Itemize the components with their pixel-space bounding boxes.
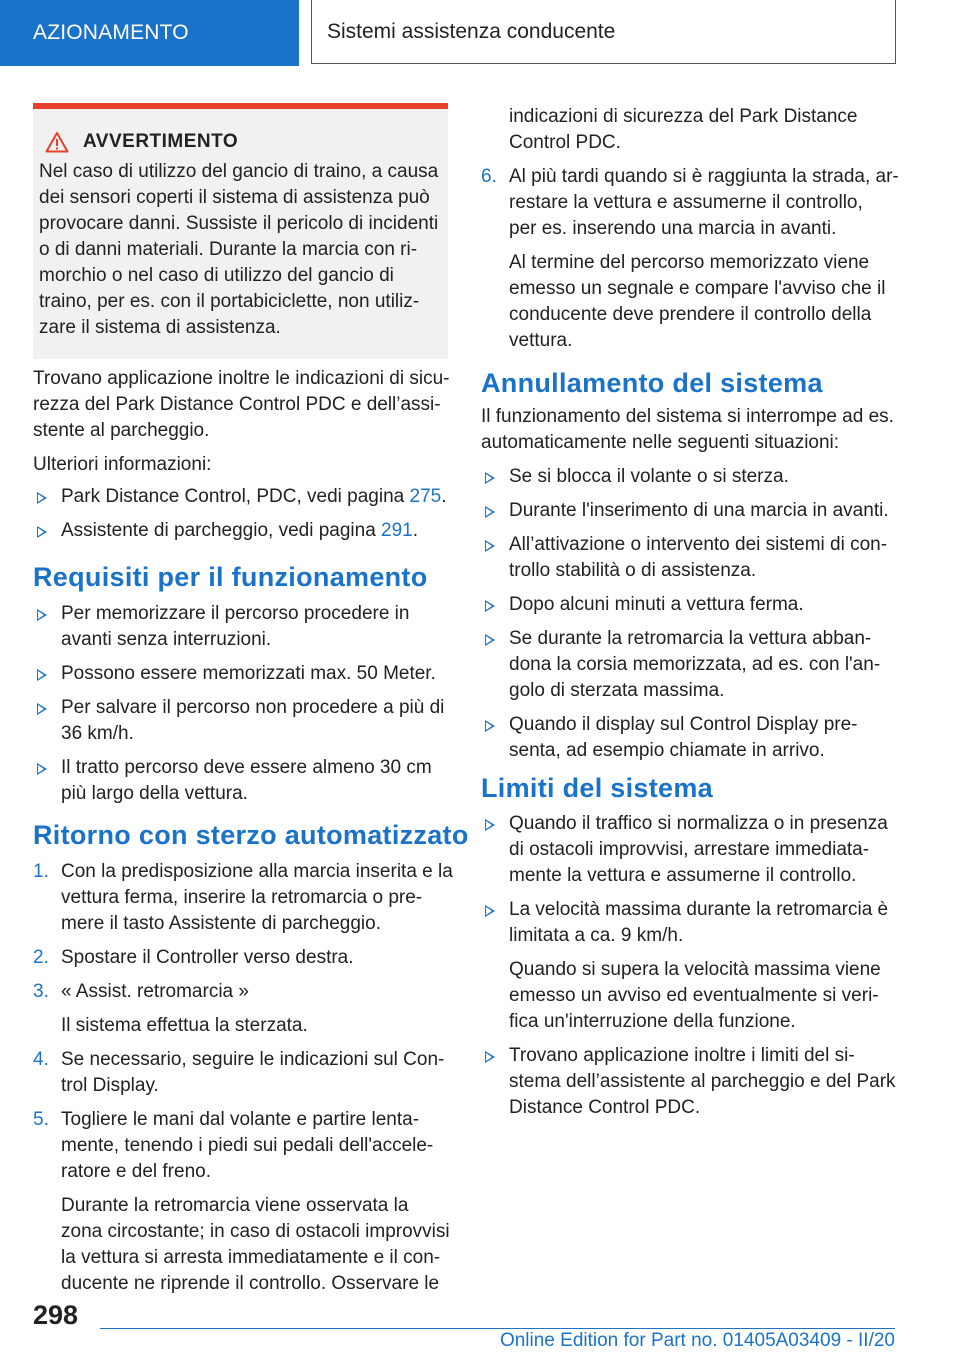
warning-triangle-icon	[45, 131, 69, 153]
text-line: Al più tardi quando si è raggiunta la strada, ar‐	[509, 166, 899, 187]
list-item	[33, 661, 453, 687]
text-line: fica un'interruzione della funzione.	[509, 1011, 796, 1032]
text-line: Se si blocca il volante o si sterza.	[509, 466, 789, 487]
step-number: 5.	[33, 1109, 49, 1130]
step-item	[33, 1107, 453, 1185]
list-item	[481, 464, 901, 490]
bullet-triangle-icon	[37, 703, 47, 715]
heading-ritorno: Ritorno con sterzo automatizzato	[33, 820, 469, 850]
section-tab	[0, 0, 299, 66]
text-line: zare il sistema di assistenza.	[39, 317, 281, 338]
text-line: Possono essere memorizzati max. 50 Meter.	[61, 663, 436, 684]
text-line: emesso un avviso ed eventualmente si veri‐	[509, 985, 879, 1006]
text-line: Quando il traffico si normalizza o in presenza	[509, 813, 888, 834]
step-number: 1.	[33, 861, 49, 882]
text-line: morchio o nel caso di utilizzo del gancio di	[39, 265, 394, 286]
warning-title: AVVERTIMENTO	[83, 131, 239, 152]
list-item	[33, 601, 453, 653]
more-info-label: Ulteriori informazioni:	[33, 454, 212, 475]
text-line: avanti senza interruzioni.	[61, 629, 272, 650]
text-line: Dopo alcuni minuti a vettura ferma.	[509, 594, 804, 615]
list-item	[481, 1043, 901, 1121]
bullet-triangle-icon	[37, 492, 47, 504]
text-line: mente, tenendo i piedi sui pedali dell'accele‐	[61, 1135, 434, 1156]
list-item	[33, 695, 453, 747]
bullet-triangle-icon	[37, 609, 47, 621]
text-line: Se necessario, seguire le indicazioni sul Con‐	[61, 1049, 445, 1070]
text-line: golo di sterzata massima.	[509, 680, 725, 701]
text-line: Quando si supera la velocità massima viene	[509, 959, 881, 980]
text-line: la vettura si arresta immediatamente e il con‐	[61, 1247, 441, 1268]
text-line: dona la corsia memorizzata, ad es. con l'an‐	[509, 654, 881, 675]
reference-list	[33, 484, 453, 544]
text-line: Trovano applicazione inoltre i limiti del si‐	[509, 1045, 855, 1066]
footer-edition: Online Edition for Part no. 01405A03409 - II/20	[499, 1330, 895, 1351]
text-line: Trovano applicazione inoltre le indicazioni di sicu‐	[33, 368, 450, 389]
reference-text: Assistente di parcheggio, vedi pagina	[61, 520, 382, 541]
text-line: « Assist. retromarcia »	[61, 981, 249, 1002]
page-link[interactable]: 291	[381, 520, 413, 541]
text-line: conducente deve prendere il controllo della	[509, 304, 872, 325]
bullet-triangle-icon	[485, 600, 495, 612]
text-line: 36 km/h.	[61, 723, 134, 744]
text-line: Nel caso di utilizzo del gancio di traino, a causa	[39, 161, 439, 182]
text-line: Con la predisposizione alla marcia inserita e la	[61, 861, 453, 882]
footer-rule	[100, 1328, 895, 1329]
text-line: Il sistema effettua la sterzata.	[61, 1015, 308, 1036]
list-item	[33, 755, 453, 807]
limiti-list	[481, 811, 901, 1129]
reference-tail: .	[412, 520, 419, 541]
text-line: più largo della vettura.	[61, 783, 248, 804]
bullet-triangle-icon	[485, 905, 495, 917]
step-item	[33, 859, 453, 937]
text-line: per es. inserendo una marcia in avanti.	[509, 218, 837, 239]
heading-annullamento: Annullamento del sistema	[481, 368, 823, 398]
list-item	[481, 811, 901, 889]
text-line: Al termine del percorso memorizzato viene	[509, 252, 870, 273]
text-line: Durante la retromarcia viene osservata la	[61, 1195, 409, 1216]
annullamento-intro	[481, 404, 901, 456]
warning-heading	[45, 131, 442, 153]
bullet-triangle-icon	[37, 526, 47, 538]
list-item	[481, 592, 901, 618]
step-item	[481, 164, 901, 242]
text-line: Se durante la retromarcia la vettura abban‐	[509, 628, 872, 649]
bullet-triangle-icon	[485, 472, 495, 484]
chapter-title: Sistemi assistenza conducente	[327, 19, 616, 43]
reference-tail: .	[441, 486, 447, 507]
heading-limiti: Limiti del sistema	[481, 773, 713, 803]
text-line: vettura.	[509, 330, 573, 351]
text-line: Control PDC.	[509, 132, 621, 153]
step-note-continued	[481, 104, 901, 156]
bullet-triangle-icon	[37, 669, 47, 681]
text-line: Il tratto percorso deve essere almeno 30 cm	[61, 757, 432, 778]
text-line: rezza del Park Distance Control PDC e dell’assi‐	[33, 394, 441, 415]
step-note	[33, 1193, 453, 1297]
text-line: emesso un segnale e compare l'avviso che il	[509, 278, 886, 299]
text-line: ratore e del freno.	[61, 1161, 211, 1182]
text-line: All’attivazione o intervento dei sistemi di con‐	[509, 534, 888, 555]
reference-text: Park Distance Control, PDC, vedi pagina	[61, 486, 410, 507]
bullet-triangle-icon	[485, 506, 495, 518]
text-line: Il funzionamento del sistema si interrompe ad es.	[481, 406, 894, 427]
step-number: 4.	[33, 1049, 49, 1070]
heading-requisiti: Requisiti per il funzionamento	[33, 562, 428, 592]
list-item	[481, 897, 901, 949]
text-line: dei sensori coperti il sistema di assistenza può	[39, 187, 430, 208]
step-item	[33, 1047, 453, 1099]
step-number: 3.	[33, 981, 49, 1002]
text-line: Per memorizzare il percorso procedere in	[61, 603, 410, 624]
warning-text	[39, 159, 442, 341]
text-line: zona circostante; in caso di ostacoli improvvisi	[61, 1221, 450, 1242]
text-line: o di danni materiali. Durante la marcia con ri‐	[39, 239, 418, 260]
annullamento-list	[481, 464, 901, 764]
requisiti-list	[33, 601, 453, 815]
list-item-note	[481, 957, 901, 1035]
text-line: Durante l'inserimento di una marcia in avanti.	[509, 500, 889, 521]
bullet-triangle-icon	[485, 1051, 495, 1063]
intro-paragraph	[33, 366, 453, 444]
text-line: restare la vettura e assumerne il controllo,	[509, 192, 863, 213]
text-line: mente la vettura e assumerne il controllo.	[509, 865, 857, 886]
text-line: di ostacoli improvvisi, arrestare immediata‐	[509, 839, 870, 860]
text-line: Per salvare il percorso non procedere a più di	[61, 697, 445, 718]
step-item	[33, 979, 453, 1005]
reference-item	[33, 518, 453, 544]
text-line: mere il tasto Assistente di parcheggio.	[61, 913, 382, 934]
text-line: stente al parcheggio.	[33, 420, 210, 441]
text-line: Quando il display sul Control Display pre‐	[509, 714, 858, 735]
page-link[interactable]: 275	[409, 486, 442, 507]
step-note	[481, 250, 901, 354]
text-line: automaticamente nelle seguenti situazioni:	[481, 432, 840, 453]
text-line: La velocità massima durante la retromarcia è	[509, 899, 889, 920]
bullet-triangle-icon	[37, 763, 47, 775]
step-number: 2.	[33, 947, 49, 968]
text-line: Spostare il Controller verso destra.	[61, 947, 354, 968]
list-item	[481, 532, 901, 584]
text-line: trollo stabilità o di assistenza.	[509, 560, 757, 581]
text-line: Togliere le mani dal volante e partire lenta‐	[61, 1109, 420, 1130]
intro-block	[33, 366, 453, 552]
text-line: indicazioni di sicurezza del Park Distance	[509, 106, 858, 127]
steps-list-right	[481, 104, 901, 362]
text-line: vettura ferma, inserire la retromarcia o pre‐	[61, 887, 423, 908]
bullet-triangle-icon	[485, 634, 495, 646]
step-item	[33, 945, 453, 971]
step-number: 6.	[481, 166, 497, 187]
steps-list-left	[33, 859, 453, 1305]
text-line: trol Display.	[61, 1075, 159, 1096]
page-number: 298	[33, 1300, 79, 1330]
annullamento-block	[481, 404, 901, 772]
reference-item	[33, 484, 453, 510]
chapter-header	[311, 0, 896, 64]
warning-box	[33, 103, 448, 359]
list-item	[481, 712, 901, 764]
text-line: senta, ad esempio chiamate in arrivo.	[509, 740, 825, 761]
bullet-triangle-icon	[485, 540, 495, 552]
text-line: ducente ne riprende il controllo. Osservare le	[61, 1273, 440, 1294]
bullet-triangle-icon	[485, 819, 495, 831]
section-title: AZIONAMENTO	[33, 21, 189, 44]
text-line: Distance Control PDC.	[509, 1097, 701, 1118]
text-line: traino, per es. con il portabiciclette, non utiliz‐	[39, 291, 420, 312]
list-item	[481, 626, 901, 704]
text-line: provocare danni. Sussiste il pericolo di incidenti	[39, 213, 439, 234]
text-line: limitata a ca. 9 km/h.	[509, 925, 684, 946]
text-line: stema dell’assistente al parcheggio e del Park	[509, 1071, 896, 1092]
bullet-triangle-icon	[485, 720, 495, 732]
step-note	[33, 1013, 453, 1039]
list-item	[481, 498, 901, 524]
